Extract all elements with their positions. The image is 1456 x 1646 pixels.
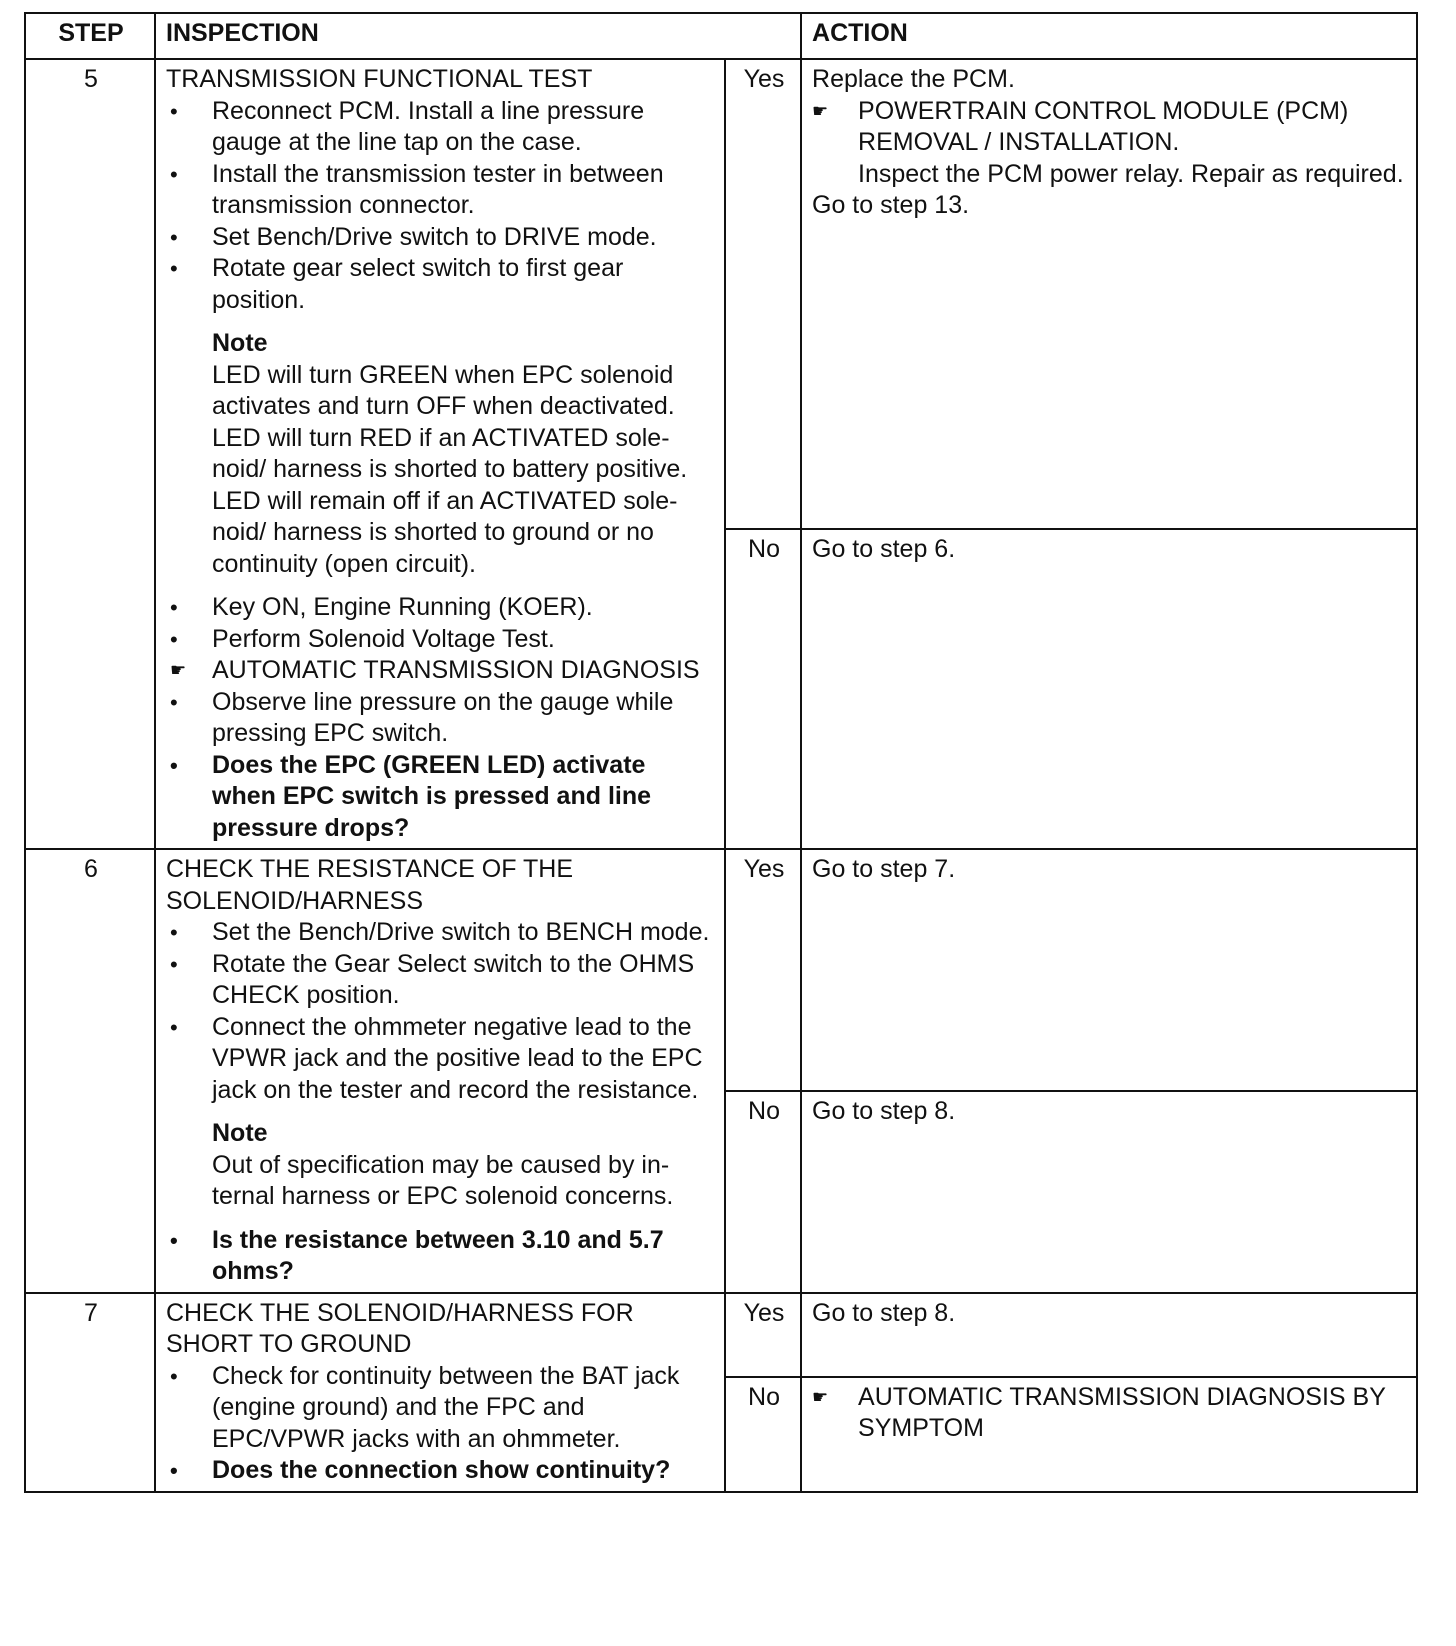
question-text: Does the EPC (GREEN LED) activate when EPC switch is pressed and line pressure drops? xyxy=(212,750,652,842)
bullet-item xyxy=(166,253,716,316)
bullet-icon xyxy=(166,624,212,656)
bullet-icon xyxy=(166,1225,212,1288)
step-6-inspection xyxy=(155,849,725,1293)
question-text: Does the connection show continuity? xyxy=(212,1456,671,1484)
note-block xyxy=(212,328,716,580)
note-text: LED will turn GREEN when EPC solenoid activates and turn OFF when deactivated. LED will turn RED if an ACTIVATED sole-noid/ harness is shorted to battery positive. LED will remain off if an ACTIVATED sole-noid/ harness is shorted to ground or no continuity (open circuit). xyxy=(212,360,688,578)
bullet-text: Perform Solenoid Voltage Test. xyxy=(212,624,555,653)
diagnostic-table xyxy=(24,12,1418,1493)
step-number: 5 xyxy=(25,59,155,849)
bullet-item xyxy=(166,624,716,656)
bullet-item xyxy=(166,687,716,750)
bullet-icon xyxy=(166,159,212,222)
question-item xyxy=(166,1455,716,1487)
reference-text: AUTOMATIC TRANSMISSION DIAGNOSIS xyxy=(212,656,700,684)
step-6-yes-action: Go to step 7. xyxy=(801,849,1417,1091)
question-text: Is the resistance between 3.10 and 5.7 ohms? xyxy=(212,1225,664,1285)
step-5-yes-action xyxy=(801,59,1417,529)
yes-label: Yes xyxy=(725,1293,801,1377)
bullet-icon xyxy=(166,592,212,624)
bullet-icon xyxy=(166,949,212,1012)
yes-label: Yes xyxy=(725,59,801,529)
bullet-text: Set the Bench/Drive switch to BENCH mode. xyxy=(212,918,710,946)
yes-label: Yes xyxy=(725,849,801,1091)
bullet-icon xyxy=(166,253,212,316)
step-7-no-action xyxy=(801,1377,1417,1492)
bullet-icon xyxy=(166,96,212,159)
action-reference-text: AUTOMATIC TRANSMISSION DIAGNOSIS BY SYMPTOM xyxy=(858,1382,1386,1442)
note-title: Note xyxy=(212,1119,268,1147)
bullet-text: Rotate the Gear Select switch to the OHMS CHECK position. xyxy=(212,949,695,1009)
note-title: Note xyxy=(212,329,268,357)
note-block xyxy=(212,1118,716,1213)
bullet-text: Check for continuity between the BAT jack (engine ground) and the FPC and EPC/VPWR jacks with an ohmmeter. xyxy=(212,1361,680,1453)
header-step: STEP xyxy=(25,13,155,59)
bullet-text: Connect the ohmmeter negative lead to the VPWR jack and the positive lead to the EPC jack on the tester and record the resistance. xyxy=(212,1012,703,1104)
header-inspection: INSPECTION xyxy=(155,13,801,59)
bullet-icon xyxy=(166,1012,212,1107)
pointing-hand-icon: ☛ xyxy=(812,100,829,121)
bullet-text: Install the transmission tester in between transmission connector. xyxy=(212,159,664,219)
bullet-item xyxy=(166,1361,716,1456)
no-label: No xyxy=(725,529,801,849)
bullet-item xyxy=(166,222,716,254)
question-item xyxy=(166,750,716,845)
bullet-icon xyxy=(166,222,212,254)
bullet-icon xyxy=(166,1455,212,1487)
bullet-icon xyxy=(166,917,212,949)
step-title: CHECK THE SOLENOID/HARNESS FOR SHORT TO GROUND xyxy=(166,1298,634,1358)
step-7-yes-row xyxy=(25,1293,1417,1377)
step-7-yes-action: Go to step 8. xyxy=(801,1293,1417,1377)
bullet-item xyxy=(166,949,716,1012)
pointing-hand-icon: ☛ xyxy=(170,660,187,680)
bullet-item xyxy=(166,592,716,624)
bullet-icon xyxy=(166,687,212,750)
action-reference xyxy=(812,96,1408,159)
bullet-item xyxy=(166,159,716,222)
bullet-text: Observe line pressure on the gauge while pressing EPC switch. xyxy=(212,687,674,747)
question-item xyxy=(166,1225,716,1288)
action-text: Inspect the PCM power relay. Repair as required. xyxy=(858,159,1404,188)
action-text: Go to step 13. xyxy=(812,191,970,219)
bullet-item xyxy=(166,917,716,949)
bullet-text: Key ON, Engine Running (KOER). xyxy=(212,593,593,621)
action-reference-text: POWERTRAIN CONTROL MODULE (PCM) REMOVAL / INSTALLATION. xyxy=(858,96,1349,156)
reference-item xyxy=(166,655,716,687)
bullet-text: Reconnect PCM. Install a line pressure gauge at the line tap on the case. xyxy=(212,96,645,156)
bullet-icon xyxy=(166,1361,212,1456)
no-label: No xyxy=(725,1377,801,1492)
step-5-no-action: Go to step 6. xyxy=(801,529,1417,849)
step-number: 6 xyxy=(25,849,155,1293)
bullet-item xyxy=(166,96,716,159)
pointing-hand-icon: ☛ xyxy=(812,1386,829,1407)
step-7-inspection xyxy=(155,1293,725,1492)
action-reference xyxy=(812,1382,1408,1445)
step-title: CHECK THE RESISTANCE OF THE SOLENOID/HARNESS xyxy=(166,855,574,915)
step-number: 7 xyxy=(25,1293,155,1492)
step-6-yes-row xyxy=(25,849,1417,1091)
header-action: ACTION xyxy=(801,13,1417,59)
no-label: No xyxy=(725,1091,801,1293)
step-5-inspection xyxy=(155,59,725,849)
step-6-no-action: Go to step 8. xyxy=(801,1091,1417,1293)
bullet-item xyxy=(166,1012,716,1107)
table-header-row xyxy=(25,13,1417,59)
bullet-text: Rotate gear select switch to first gear position. xyxy=(212,254,624,314)
bullet-icon xyxy=(166,750,212,845)
note-text: Out of specification may be caused by in-ternal harness or EPC solenoid concerns. xyxy=(212,1150,674,1210)
step-title: TRANSMISSION FUNCTIONAL TEST xyxy=(166,65,593,93)
action-text: Replace the PCM. xyxy=(812,65,1015,93)
bullet-text: Set Bench/Drive switch to DRIVE mode. xyxy=(212,222,657,251)
step-5-yes-row xyxy=(25,59,1417,529)
